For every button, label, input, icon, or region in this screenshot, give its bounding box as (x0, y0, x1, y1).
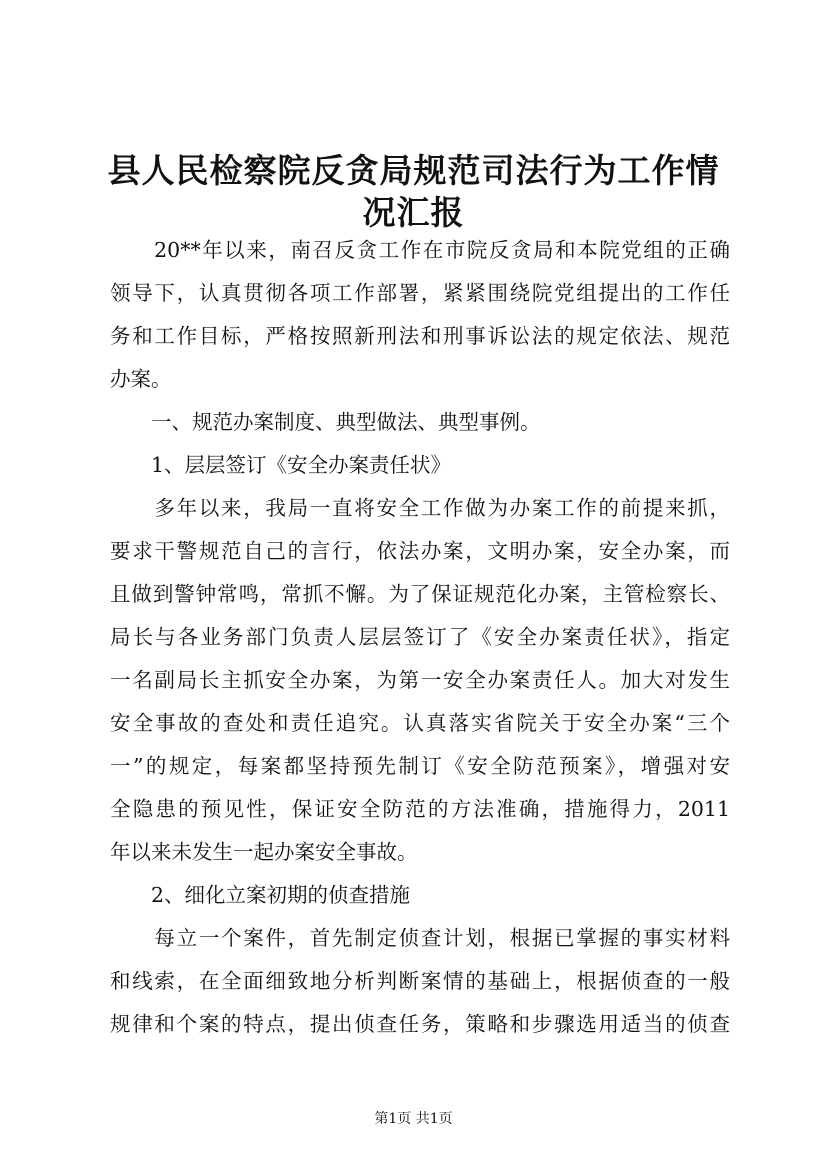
body-line: 每立一个案件，首先制定侦查计划，根据已掌握的事实材料 (110, 926, 730, 950)
body-line: 规律和个案的特点，提出侦查任务，策略和步骤选用适当的侦查 (110, 1012, 730, 1036)
body-line: 全隐患的预见性，保证安全防范的方法准确，措施得力，2011 (110, 797, 730, 821)
body-line: 务和工作目标，严格按照新刑法和刑事诉讼法的规定依法、规范 (110, 324, 730, 348)
body-line: 多年以来，我局一直将安全工作做为办案工作的前提来抓， (110, 496, 730, 520)
subsection-heading: 1、层层签订《安全办案责任状》 (110, 453, 452, 477)
body-line: 要求干警规范自己的言行，依法办案，文明办案，安全办案，而 (110, 539, 730, 563)
body-line: 20**年以来，南召反贪工作在市院反贪局和本院党组的正确 (110, 238, 730, 262)
body-line: 局长与各业务部门负责人层层签订了《安全办案责任状》，指定 (110, 625, 730, 649)
body-line: 且做到警钟常鸣，常抓不懈。为了保证规范化办案，主管检察长、 (110, 582, 730, 606)
page-footer: 第1页 共1页 (374, 1111, 453, 1127)
body-line: 和线索，在全面细致地分析判断案情的基础上，根据侦查的一般 (110, 969, 730, 993)
body-line: 办案。 (110, 367, 172, 391)
body-line: 一”的规定，每案都坚持预先制订《安全防范预案》，增强对安 (110, 754, 730, 778)
document-title: 县人民检察院反贪局规范司法行为工作情况汇报 (107, 151, 720, 232)
subsection-heading: 2、细化立案初期的侦查措施 (110, 883, 411, 907)
body-line: 一名副局长主抓安全办案，为第一安全办案责任人。加大对发生 (110, 668, 730, 692)
body-line: 年以来未发生一起办案安全事故。 (110, 840, 418, 864)
body-line: 安全事故的查处和责任追究。认真落实省院关于安全办案“三个 (110, 711, 730, 735)
body-line: 领导下，认真贯彻各项工作部署，紧紧围绕院党组提出的工作任 (110, 281, 730, 305)
section-heading: 一、规范办案制度、典型做法、典型事例。 (110, 410, 541, 434)
